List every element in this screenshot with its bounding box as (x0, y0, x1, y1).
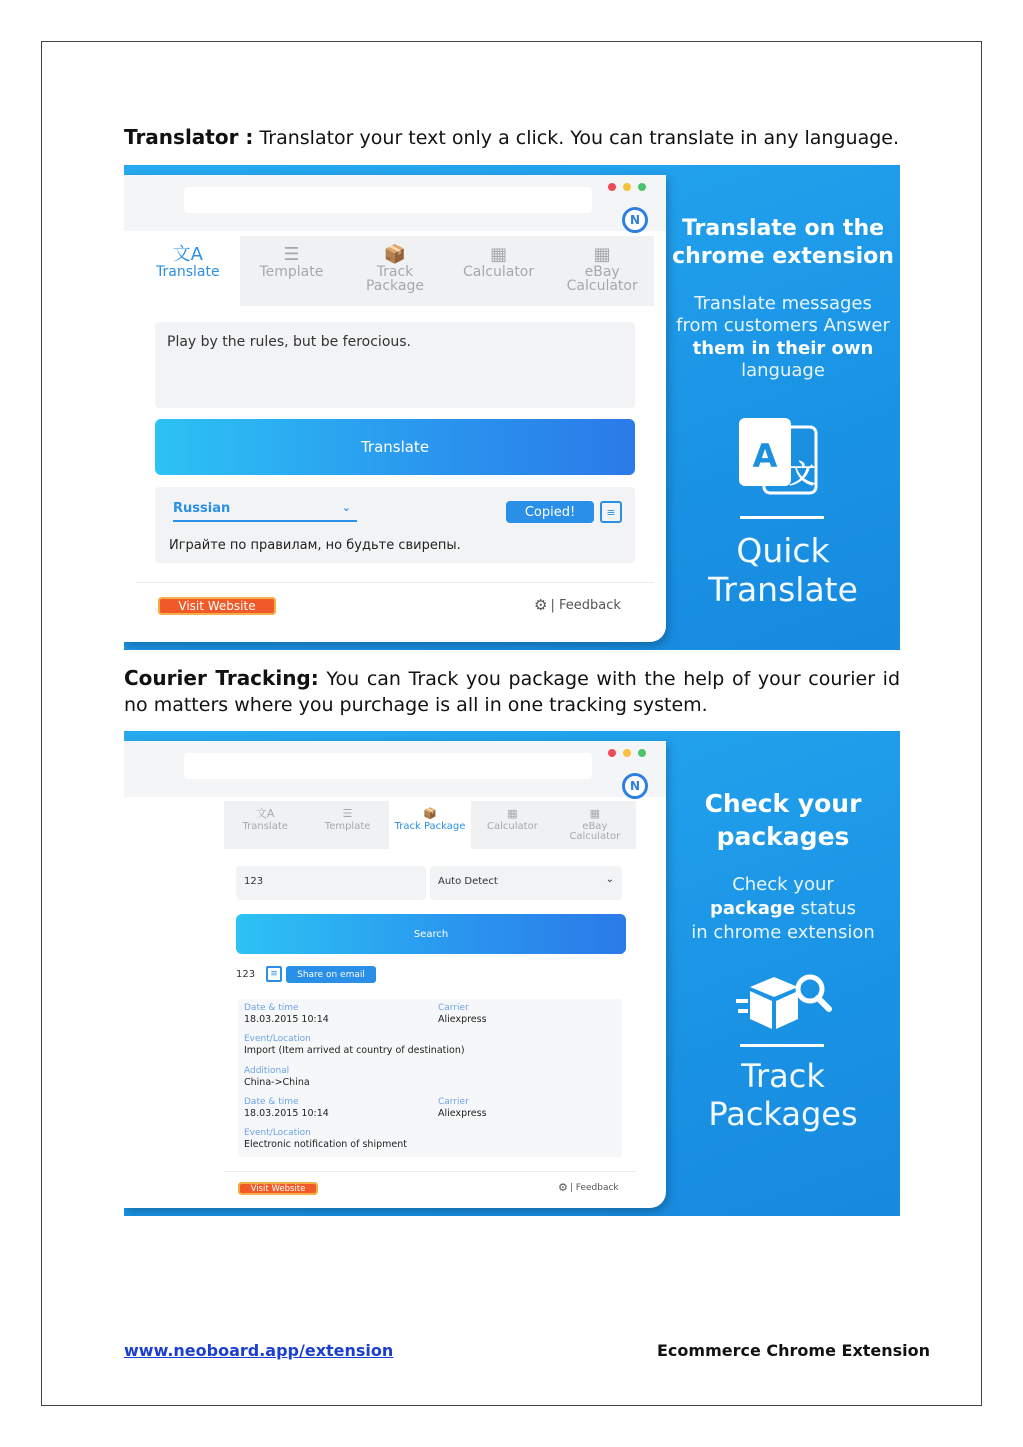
source-text-input[interactable]: Play by the rules, but be ferocious. (155, 322, 635, 408)
gear-icon: ⚙ (558, 1181, 568, 1194)
result-row: Date & time 18.03.2015 10:14 (244, 1097, 329, 1119)
tab-translate[interactable]: 文A Translate (224, 801, 306, 849)
close-dot-icon[interactable] (608, 183, 616, 191)
side-big-1: Quick (736, 531, 830, 570)
courier-paragraph (124, 665, 900, 718)
side-sub-1: Check your (732, 874, 834, 895)
side-title-1: Translate on the (681, 216, 885, 241)
browser-window (124, 741, 666, 1208)
tab-bar (136, 236, 654, 306)
feedback-link[interactable]: ⚙ | Feedback (558, 1181, 619, 1194)
minimize-dot-icon[interactable] (623, 183, 631, 191)
chevron-down-icon: ⌄ (605, 874, 614, 885)
tab-track-package[interactable]: 📦 Track Package (389, 801, 471, 849)
tab-bar (224, 801, 636, 849)
svg-text:A: A (752, 437, 778, 475)
list-icon: ☰ (283, 244, 300, 265)
gear-icon: ⚙ (534, 596, 548, 614)
courier-screenshot (124, 731, 900, 1216)
list-icon: ☰ (342, 807, 353, 820)
translate-language-icon (736, 415, 828, 511)
copy-icon[interactable]: ≡ (600, 501, 622, 523)
neoboard-logo-icon[interactable]: N (622, 207, 648, 233)
browser-topbar (124, 175, 666, 231)
tab-template[interactable]: ☰ Template (240, 236, 344, 306)
url-bar[interactable] (184, 187, 592, 213)
calculator-icon: ▦ (507, 807, 518, 820)
box-icon: 📦 (383, 244, 407, 265)
package-search-icon (736, 969, 832, 1033)
result-id: 123 (236, 969, 256, 980)
tab-calculator[interactable]: ▦ Calculator (471, 801, 553, 849)
close-dot-icon[interactable] (608, 749, 616, 757)
side-big-1: Track (741, 1057, 825, 1095)
tab-track-package[interactable]: 📦 Track Package (343, 236, 447, 306)
side-big-2: Packages (708, 1095, 858, 1133)
courier-heading: Courier Tracking: (124, 666, 319, 690)
output-box (155, 487, 635, 563)
tab-template[interactable]: ☰ Template (306, 801, 388, 849)
results-list (238, 999, 622, 1157)
copied-badge: Copied! (506, 501, 594, 523)
browser-window (124, 175, 666, 642)
translate-icon: 文A (255, 807, 275, 820)
translator-heading: Translator : (124, 125, 254, 149)
search-button[interactable]: Search (236, 914, 626, 954)
calculator-icon: ▦ (589, 807, 601, 820)
extension-panel (136, 236, 654, 632)
visit-website-button[interactable]: Visit Website (238, 1182, 318, 1195)
copy-icon[interactable]: ≡ (266, 966, 282, 982)
chevron-down-icon: ⌄ (341, 501, 351, 514)
maximize-dot-icon[interactable] (638, 183, 646, 191)
result-row: Event/Location Electronic notification of shipment (244, 1128, 407, 1150)
courier-text: You can Track you package with the help of your courier id no matters where you purchage is all in one tracking system. (124, 668, 901, 716)
visit-website-button[interactable]: Visit Website (158, 597, 276, 615)
translator-paragraph (124, 124, 900, 151)
share-email-button[interactable]: Share on email (286, 966, 376, 983)
minimize-dot-icon[interactable] (623, 749, 631, 757)
side-title-1: Check your (704, 789, 862, 818)
side-sub-4: language (741, 360, 825, 381)
result-row: Event/Location Import (Item arrived at country of destination) (244, 1034, 465, 1056)
browser-topbar (124, 741, 666, 797)
translator-screenshot (124, 165, 900, 650)
url-bar[interactable] (184, 753, 592, 779)
result-row: Carrier Aliexpress (438, 1003, 487, 1025)
svg-text:文: 文 (788, 460, 816, 490)
tab-translate[interactable]: 文A Translate (136, 236, 240, 306)
side-sub-2: package status (710, 898, 856, 919)
tab-ebay-calculator[interactable]: ▦ eBay Calculator (550, 236, 654, 306)
carrier-select[interactable]: Auto Detect ⌄ (430, 866, 622, 900)
translated-text: Играйте по правилам, но будьте свирепы. (169, 538, 461, 553)
tab-calculator[interactable]: ▦ Calculator (447, 236, 551, 306)
extension-panel (224, 801, 636, 1203)
result-row: Carrier Aliexpress (438, 1097, 487, 1119)
footer-title: Ecommerce Chrome Extension (657, 1341, 931, 1360)
feedback-link[interactable]: ⚙ | Feedback (534, 596, 621, 614)
language-select[interactable]: Russian ⌄ (173, 501, 357, 522)
tab-ebay-calculator[interactable]: ▦ eBay Calculator (554, 801, 636, 849)
side-big-2: Translate (708, 570, 858, 609)
tracking-number-input[interactable]: 123 (236, 866, 426, 900)
footer-website-link[interactable]: www.neoboard.app/extension (124, 1341, 394, 1360)
result-row: Additional China->China (244, 1066, 310, 1088)
translate-button[interactable]: Translate (155, 419, 635, 475)
calculator-icon: ▦ (593, 244, 611, 265)
translate-icon: 文A (172, 244, 203, 265)
neoboard-logo-icon[interactable]: N (622, 773, 648, 799)
box-icon: 📦 (423, 807, 437, 820)
side-sub-2: from customers Answer (676, 315, 890, 336)
side-sub-1: Translate messages (694, 293, 872, 314)
side-sub-3: in chrome extension (691, 922, 875, 943)
translator-text: Translator your text only a click. You can translate in any language. (253, 127, 900, 149)
side-sub-3: them in their own (692, 338, 874, 359)
result-row: Date & time 18.03.2015 10:14 (244, 1003, 329, 1025)
side-title-2: packages (716, 822, 850, 851)
side-title-2: chrome extension (672, 244, 894, 269)
calculator-icon: ▦ (490, 244, 508, 265)
maximize-dot-icon[interactable] (638, 749, 646, 757)
